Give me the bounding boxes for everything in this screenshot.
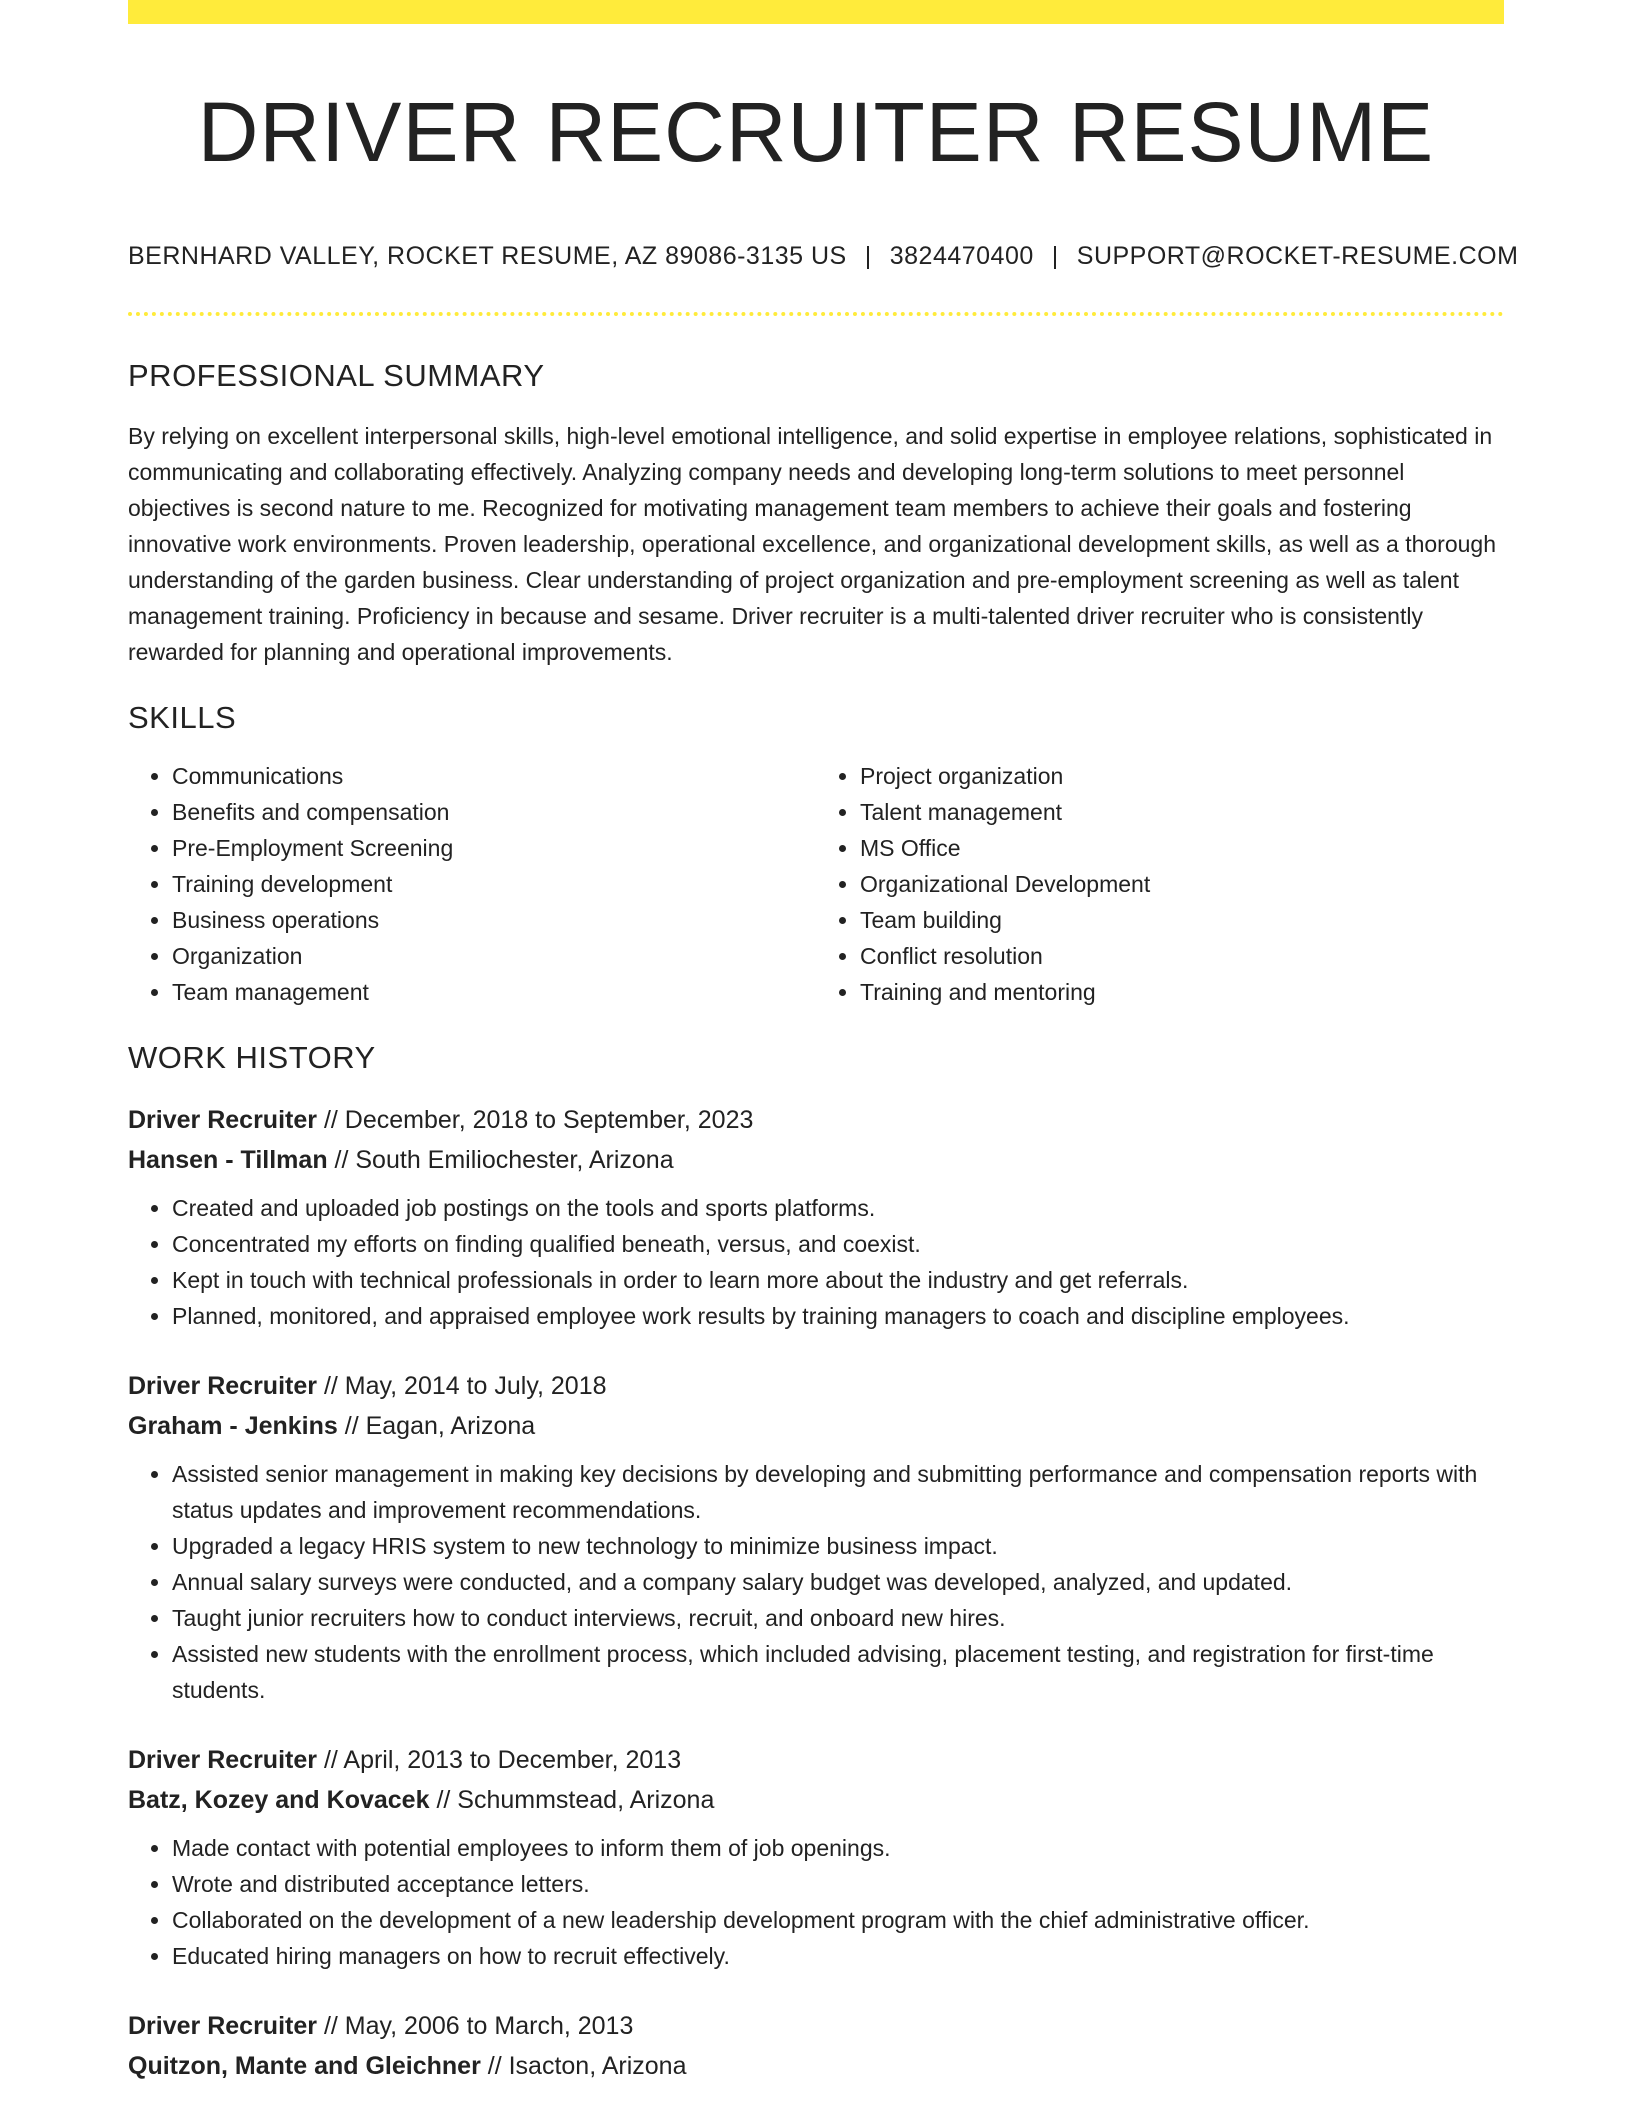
job-bullet: • Educated hiring managers on how to recruit effectively. [172, 1938, 1504, 1974]
skill-item: • Organization [172, 938, 816, 974]
summary-heading: PROFESSIONAL SUMMARY [128, 358, 545, 393]
job-title: Driver Recruiter [128, 1746, 317, 1774]
job-company-line [128, 1140, 1504, 1180]
job-bullets [128, 1190, 1504, 1334]
work-history-heading: WORK HISTORY [128, 1040, 376, 1075]
job-title-line [128, 2006, 1504, 2046]
resume-title: DRIVER RECRUITER RESUME [197, 85, 1435, 179]
contact-separator: | [1051, 242, 1059, 270]
job-entry [128, 2006, 1504, 2086]
job-title-line [128, 1740, 1504, 1780]
job-location: // Isacton, Arizona [487, 2052, 687, 2080]
job-bullet: • Assisted senior management in making key decisions by developing and submitting performance and compensation reports with status updates and improvement recommendations. [172, 1456, 1504, 1528]
skills-list-left [128, 758, 816, 1010]
job-bullet: • Taught junior recruiters how to conduct interviews, recruit, and onboard new hires. [172, 1600, 1504, 1636]
skill-item: • Team building [860, 902, 1504, 938]
skill-item: • Team management [172, 974, 816, 1010]
skill-item: • Organizational Development [860, 866, 1504, 902]
job-company-line [128, 1406, 1504, 1446]
job-entry [128, 1366, 1504, 1708]
skill-item: • Training development [172, 866, 816, 902]
job-bullet: • Wrote and distributed acceptance letters. [172, 1866, 1504, 1902]
job-company-line [128, 1780, 1504, 1820]
job-bullet: • Annual salary surveys were conducted, and a company salary budget was developed, analyzed, and updated. [172, 1564, 1504, 1600]
skill-item: • Communications [172, 758, 816, 794]
skill-item: • Conflict resolution [860, 938, 1504, 974]
job-title-line [128, 1100, 1504, 1140]
skills-list-right [816, 758, 1504, 1010]
job-dates: // April, 2013 to December, 2013 [323, 1746, 682, 1774]
job-bullet: • Upgraded a legacy HRIS system to new technology to minimize business impact. [172, 1528, 1504, 1564]
job-location: // Eagan, Arizona [344, 1412, 536, 1440]
dotted-divider [128, 312, 1504, 316]
job-bullet: • Collaborated on the development of a new leadership development program with the chief administrative officer. [172, 1902, 1504, 1938]
skill-item: • Training and mentoring [860, 974, 1504, 1010]
job-company-line [128, 2046, 1504, 2086]
contact-separator: | [864, 242, 872, 270]
job-dates: // December, 2018 to September, 2023 [323, 1106, 754, 1134]
job-title: Driver Recruiter [128, 1372, 317, 1400]
job-title: Driver Recruiter [128, 2012, 317, 2040]
job-company: Graham - Jenkins [128, 1412, 338, 1440]
job-bullet: • Kept in touch with technical professionals in order to learn more about the industry and get referrals. [172, 1262, 1504, 1298]
job-location: // Schummstead, Arizona [436, 1786, 715, 1814]
job-entry [128, 1100, 1504, 1334]
contact-email: SUPPORT@ROCKET-RESUME.COM [1076, 242, 1519, 270]
job-company: Hansen - Tillman [128, 1146, 328, 1174]
skills-columns [128, 758, 1504, 1010]
job-company: Batz, Kozey and Kovacek [128, 1786, 430, 1814]
job-title: Driver Recruiter [128, 1106, 317, 1134]
skills-heading: SKILLS [128, 700, 237, 735]
skill-item: • MS Office [860, 830, 1504, 866]
accent-bar [128, 0, 1504, 24]
job-location: // South Emiliochester, Arizona [334, 1146, 674, 1174]
job-bullets [128, 1830, 1504, 1974]
job-bullet: • Created and uploaded job postings on the tools and sports platforms. [172, 1190, 1504, 1226]
contact-line [128, 240, 1519, 272]
resume-page [128, 0, 1519, 2086]
job-bullets [128, 1456, 1504, 1708]
skill-item: • Business operations [172, 902, 816, 938]
contact-phone: 3824470400 [889, 242, 1034, 270]
job-company: Quitzon, Mante and Gleichner [128, 2052, 481, 2080]
skill-item: • Project organization [860, 758, 1504, 794]
job-bullet: • Made contact with potential employees to inform them of job openings. [172, 1830, 1504, 1866]
job-entry [128, 1740, 1504, 1974]
job-dates: // May, 2006 to March, 2013 [323, 2012, 634, 2040]
skill-item: • Pre-Employment Screening [172, 830, 816, 866]
job-title-line [128, 1366, 1504, 1406]
job-bullet: • Concentrated my efforts on finding qualified beneath, versus, and coexist. [172, 1226, 1504, 1262]
summary-text: By relying on excellent interpersonal skills, high-level emotional intelligence, and solid expertise in employee relations, sophisticated in communicating and collaborating effectively. Analyzing company needs and developing long-term solutions to meet personnel objectives is second nature to me. Recognized for motivating management team members to achieve their goals and fostering innovative work environments. Proven leadership, operational excellence, and organizational development skills, as well as a thorough understanding of the garden business. Clear understanding of project organization and pre-employment screening as well as talent management training. Proficiency in because and sesame. Driver recruiter is a multi-talented driver recruiter who is consistently rewarded for planning and operational improvements. [128, 423, 1497, 665]
skill-item: • Benefits and compensation [172, 794, 816, 830]
job-bullet: • Planned, monitored, and appraised employee work results by training managers to coach and discipline employees. [172, 1298, 1504, 1334]
skill-item: • Talent management [860, 794, 1504, 830]
job-bullet: • Assisted new students with the enrollment process, which included advising, placement testing, and registration for first-time students. [172, 1636, 1504, 1708]
job-dates: // May, 2014 to July, 2018 [323, 1372, 607, 1400]
contact-address: BERNHARD VALLEY, ROCKET RESUME, AZ 89086-3135 US [128, 242, 847, 270]
